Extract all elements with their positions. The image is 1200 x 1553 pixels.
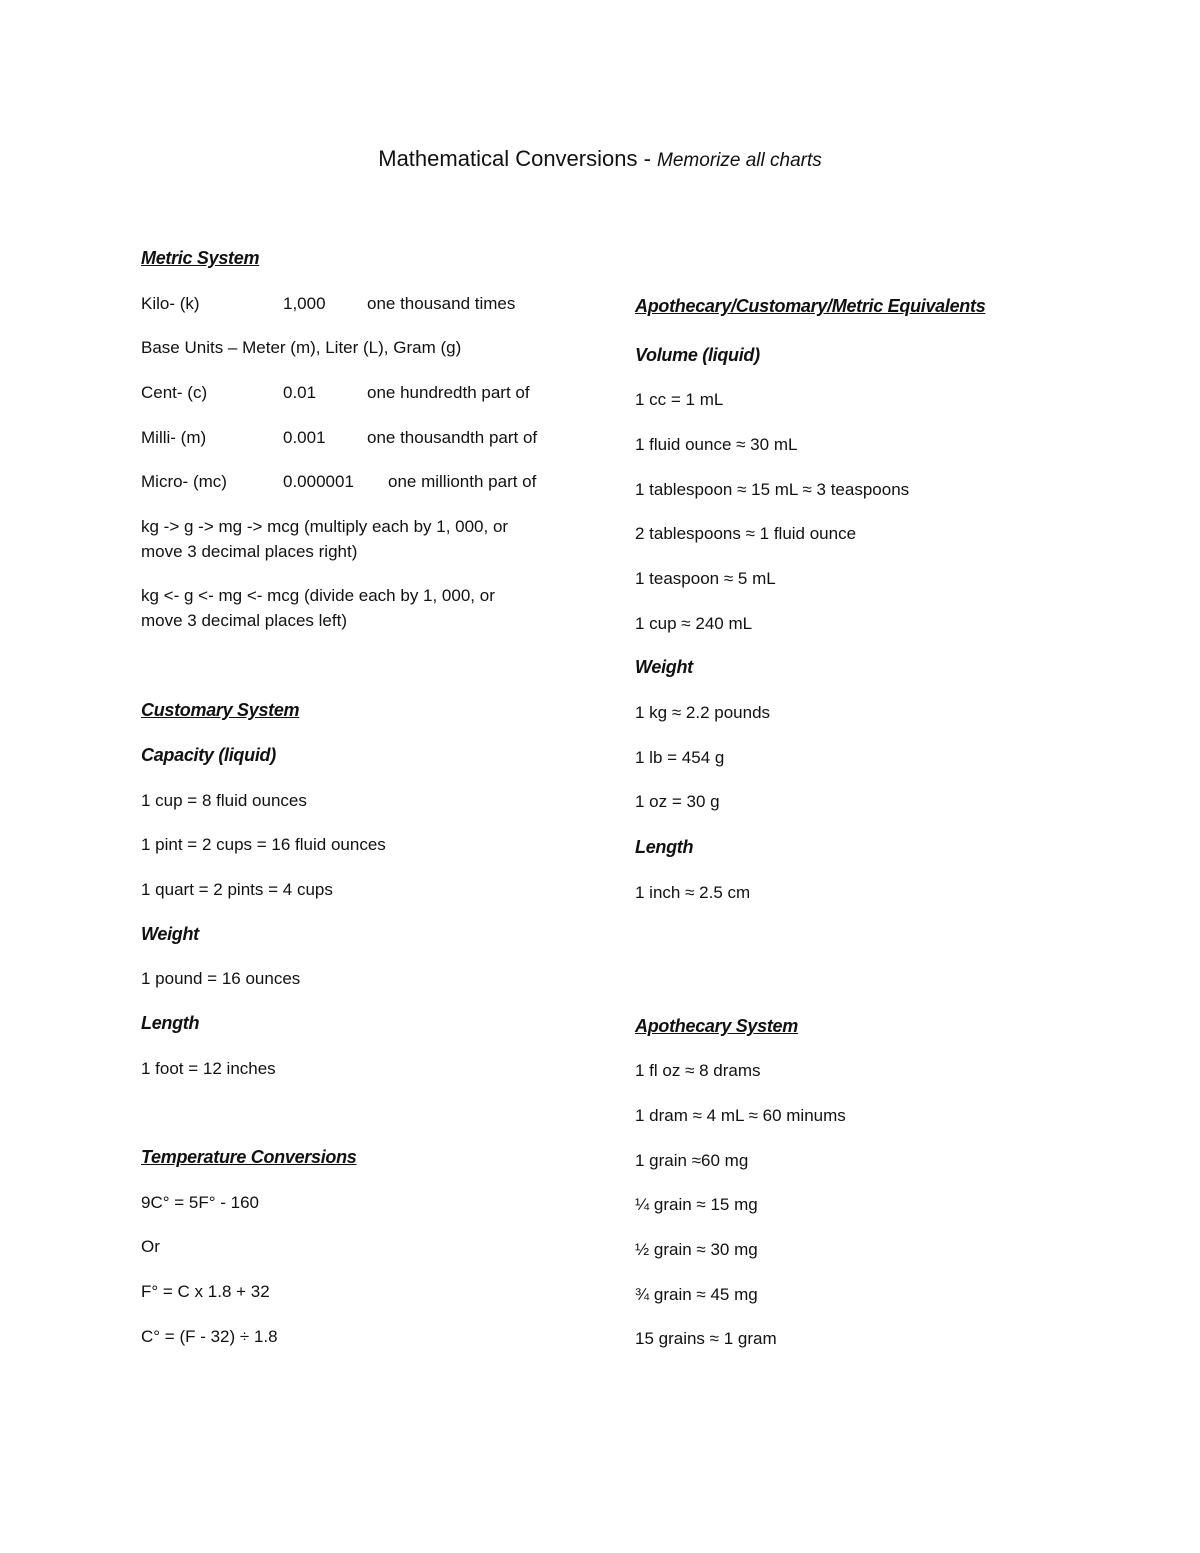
equivalents-volume-item: 1 tablespoon ≈ 15 mL ≈ 3 teaspoons [635, 480, 910, 499]
equivalents-length-heading: Length [635, 837, 694, 857]
equivalents-weight-item: 1 lb = 454 g [635, 748, 725, 767]
metric-kilo-value: 1,000 [283, 294, 326, 313]
equivalents-volume-heading: Volume (liquid) [635, 345, 760, 365]
equivalents-volume-item: 2 tablespoons ≈ 1 fluid ounce [635, 524, 857, 543]
customary-weight-heading: Weight [141, 924, 199, 944]
metric-milli-value: 0.001 [283, 428, 326, 447]
equivalents-length-item: 1 inch ≈ 2.5 cm [635, 883, 751, 902]
apothecary-item: ¼ grain ≈ 15 mg [635, 1195, 758, 1214]
customary-capacity-item: 1 quart = 2 pints = 4 cups [141, 880, 333, 899]
metric-centi-prefix: Cent- (c) [141, 383, 208, 402]
metric-milli-desc: one thousandth part of [367, 428, 538, 447]
customary-capacity-item: 1 pint = 2 cups = 16 fluid ounces [141, 835, 386, 854]
apothecary-item: 15 grains ≈ 1 gram [635, 1329, 777, 1348]
temperature-heading: Temperature Conversions [141, 1147, 357, 1167]
metric-divide-note-line1: kg <- g <- mg <- mcg (divide each by 1, 000, or [141, 586, 495, 605]
metric-system-heading: Metric System [141, 248, 260, 268]
metric-milli-prefix: Milli- (m) [141, 428, 207, 447]
equivalents-volume-item: 1 cup ≈ 240 mL [635, 614, 753, 633]
customary-capacity-item: 1 cup = 8 fluid ounces [141, 791, 307, 810]
metric-kilo-desc: one thousand times [367, 294, 516, 313]
metric-kilo-prefix: Kilo- (k) [141, 294, 200, 313]
metric-centi-value: 0.01 [283, 383, 317, 402]
apothecary-item: 1 dram ≈ 4 mL ≈ 60 minums [635, 1106, 846, 1125]
apothecary-item: 1 grain ≈60 mg [635, 1151, 749, 1170]
temperature-line: 9C° = 5F° - 160 [141, 1193, 260, 1212]
metric-centi-desc: one hundredth part of [367, 383, 530, 402]
metric-micro-prefix: Micro- (mc) [141, 472, 227, 491]
equivalents-volume-item: 1 cc = 1 mL [635, 390, 724, 409]
equivalents-weight-heading: Weight [635, 657, 693, 677]
equivalents-weight-item: 1 oz = 30 g [635, 792, 720, 811]
metric-base-units: Base Units – Meter (m), Liter (L), Gram (g) [141, 338, 462, 357]
metric-multiply-note-line2: move 3 decimal places right) [141, 542, 358, 561]
apothecary-item: 1 fl oz ≈ 8 drams [635, 1061, 761, 1080]
title-subtitle: Memorize all charts [657, 150, 822, 171]
apothecary-item: ¾ grain ≈ 45 mg [635, 1285, 758, 1304]
page-title [0, 144, 1200, 176]
title-main: Mathematical Conversions - [378, 146, 658, 171]
temperature-line: C° = (F - 32) ÷ 1.8 [141, 1327, 278, 1346]
temperature-line: F° = C x 1.8 + 32 [141, 1282, 270, 1301]
metric-micro-desc: one millionth part of [388, 472, 537, 491]
customary-length-item: 1 foot = 12 inches [141, 1059, 276, 1078]
metric-multiply-note-line1: kg -> g -> mg -> mcg (multiply each by 1, 000, or [141, 517, 509, 536]
apothecary-item: ½ grain ≈ 30 mg [635, 1240, 758, 1259]
equivalents-heading: Apothecary/Customary/Metric Equivalents [635, 296, 986, 316]
equivalents-volume-item: 1 fluid ounce ≈ 30 mL [635, 435, 798, 454]
metric-divide-note-line2: move 3 decimal places left) [141, 611, 347, 630]
customary-weight-item: 1 pound = 16 ounces [141, 969, 301, 988]
customary-system-heading: Customary System [141, 700, 300, 720]
equivalents-volume-item: 1 teaspoon ≈ 5 mL [635, 569, 776, 588]
apothecary-system-heading: Apothecary System [635, 1016, 798, 1036]
equivalents-weight-item: 1 kg ≈ 2.2 pounds [635, 703, 771, 722]
temperature-line: Or [141, 1237, 160, 1256]
customary-length-heading: Length [141, 1013, 200, 1033]
metric-micro-value: 0.000001 [283, 472, 354, 491]
customary-capacity-heading: Capacity (liquid) [141, 745, 276, 765]
